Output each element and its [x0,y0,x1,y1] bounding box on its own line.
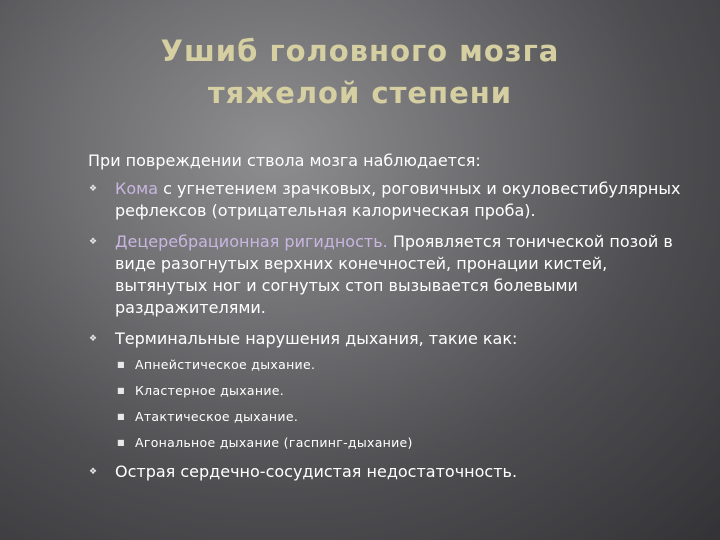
bullet-text: Острая сердечно-сосудистая недостаточность. [115,462,518,481]
list-item [88,178,698,222]
sub-list-item [115,356,698,374]
list-item [88,461,698,483]
intro-text: При повреждении ствола мозга наблюдается: [88,151,481,170]
sub-bullet-text: Апнейстическое дыхание. [135,357,316,372]
title-line-2: тяжелой степени [207,76,513,110]
bullet-list [88,178,698,483]
square-bullet-icon: ■ [117,360,125,369]
bullet-accent-text: Децеребрационная ригидность. [115,232,388,251]
bullet-text: Проявляется тонической позой в виде разогнутых верхних конечностей, пронации кистей, вытянутых ног и согнутых стоп вызывается болевыми раздражителями. [115,232,673,317]
diamond-bullet-icon: ❖ [89,237,98,247]
list-item [88,328,698,452]
sub-bullet-text: Атактическое дыхание. [135,409,299,424]
sub-bullet-list [115,356,698,452]
list-item [88,231,698,319]
diamond-bullet-icon: ❖ [89,334,98,344]
square-bullet-icon: ■ [117,438,125,447]
bullet-text: с угнетением зрачковых, роговичных и окуловестибулярных рефлексов (отрицательная калорическая проба). [115,179,681,220]
slide-title [60,30,660,114]
title-line-1: Ушиб головного мозга [160,34,560,68]
slide-content [88,150,698,492]
bullet-text: Терминальные нарушения дыхания, такие как: [115,329,518,348]
sub-bullet-text: Агональное дыхание (гаспинг-дыхание) [135,435,413,450]
square-bullet-icon: ■ [117,386,125,395]
diamond-bullet-icon: ❖ [89,467,98,477]
sub-list-item [115,382,698,400]
sub-list-item [115,434,698,452]
sub-bullet-text: Кластерное дыхание. [135,383,285,398]
bullet-accent-text: Кома [115,179,159,198]
sub-list-item [115,408,698,426]
diamond-bullet-icon: ❖ [89,184,98,194]
square-bullet-icon: ■ [117,412,125,421]
